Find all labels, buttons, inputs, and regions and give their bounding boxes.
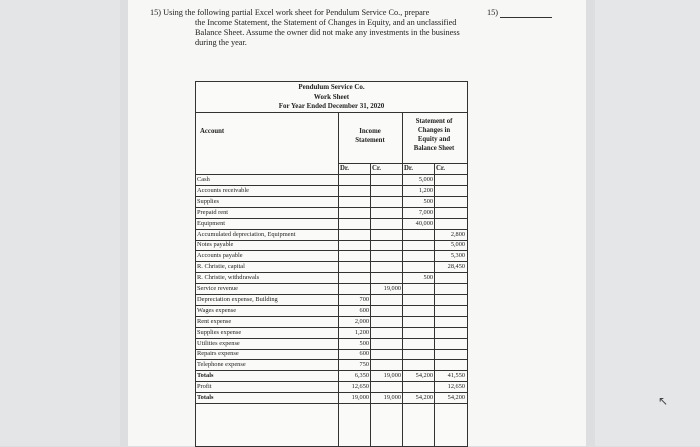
- is-cr-cell: [370, 317, 402, 327]
- account-cell: Totals: [197, 372, 214, 380]
- account-cell: Cash: [197, 176, 210, 183]
- table-row: [196, 317, 467, 327]
- account-cell: Supplies: [197, 197, 220, 205]
- account-cell: Telephone expense: [197, 361, 246, 369]
- se-cr-cell: [434, 328, 466, 338]
- is-dr-cell: [338, 230, 370, 240]
- is-cr-cell: [370, 273, 402, 283]
- se-dr-cell: 1,200: [418, 186, 433, 194]
- left-margin: [0, 0, 120, 446]
- account-cell: Service revenue: [197, 285, 238, 292]
- se-dr-cell: 40,000: [415, 219, 433, 227]
- is-cr-cell: 19,000: [383, 372, 401, 380]
- account-cell: Totals: [197, 394, 214, 401]
- is-dr-header: Dr.: [340, 165, 350, 172]
- table-row: [196, 186, 467, 196]
- table-row: [196, 251, 467, 261]
- is-cr-cell: [370, 175, 402, 185]
- is-dr-cell: [338, 208, 370, 218]
- table-row: [196, 371, 467, 381]
- se-dr-cell: [402, 262, 434, 272]
- table-row: [196, 382, 467, 392]
- account-cell: Notes payable: [197, 241, 234, 249]
- account-cell: Profit: [197, 383, 212, 391]
- is-dr-cell: 6,350: [354, 372, 369, 380]
- table-row: [196, 393, 467, 403]
- is-cr-cell: [370, 240, 402, 250]
- worksheet-period: For Year Ended December 31, 2020: [278, 102, 385, 110]
- se-dr-cell: [402, 328, 434, 338]
- is-cr-cell: [370, 197, 402, 207]
- table-row: [196, 339, 467, 349]
- se-cr-cell: [434, 175, 466, 185]
- account-cell: Accounts payable: [197, 252, 243, 260]
- is-cr-header: Cr.: [372, 165, 382, 172]
- se-cr-cell: 41,550: [447, 372, 465, 380]
- account-header: Account: [200, 128, 225, 135]
- account-cell: R. Christie, withdrawals: [197, 274, 260, 282]
- se-dr-cell: 500: [423, 197, 433, 205]
- se-cr-cell: [434, 360, 466, 370]
- se-cr-cell: [434, 208, 466, 218]
- is-cr-cell: [370, 208, 402, 218]
- se-cr-cell: [434, 339, 466, 349]
- se-dr-cell: 500: [423, 274, 433, 282]
- company-name: Pendulum Service Co.: [298, 83, 365, 91]
- account-cell: Supplies expense: [197, 328, 242, 336]
- is-cr-cell: [370, 262, 402, 272]
- is-cr-cell: [370, 339, 402, 349]
- is-cr-cell: [370, 295, 402, 305]
- is-dr-cell: 2,000: [354, 317, 369, 325]
- is-dr-cell: [338, 175, 370, 185]
- se-cr-cell: [434, 219, 466, 229]
- is-cr-cell: [370, 186, 402, 196]
- table-row: [196, 284, 467, 294]
- is-cr-cell: [370, 382, 402, 392]
- account-cell: Rent expense: [197, 317, 232, 325]
- se-cr-cell: [434, 197, 466, 207]
- account-cell: Equipment: [197, 219, 226, 227]
- table-row: [196, 219, 467, 229]
- is-dr-cell: 19,000: [351, 394, 369, 401]
- right-margin: [595, 0, 700, 446]
- account-cell: Depreciation expense, Building: [197, 295, 278, 303]
- is-cr-cell: [370, 328, 402, 338]
- se-cr-cell: [434, 306, 466, 316]
- account-cell: Wages expense: [197, 306, 237, 314]
- is-dr-cell: 12,650: [351, 383, 369, 391]
- is-dr-cell: 700: [359, 295, 369, 303]
- is-dr-cell: [338, 262, 370, 272]
- account-cell: Repairs expense: [197, 350, 239, 358]
- table-row: [196, 230, 467, 240]
- table-row: [196, 328, 467, 338]
- work-sheet: [195, 81, 468, 447]
- worksheet-subtitle: Work Sheet: [313, 92, 350, 101]
- income-header-line: Statement: [355, 137, 385, 144]
- is-dr-cell: 500: [359, 339, 369, 347]
- se-dr-cell: [402, 349, 434, 359]
- question-line: 15) Using the following partial Excel work sheet for Pendulum Service Co., prepare: [150, 8, 430, 17]
- se-cr-cell: [434, 186, 466, 196]
- se-dr-cell: [402, 360, 434, 370]
- table-row: [196, 295, 467, 305]
- is-cr-cell: [370, 251, 402, 261]
- equity-header-line: Statement of: [415, 118, 453, 125]
- is-dr-cell: [338, 240, 370, 250]
- se-cr-cell: 5,300: [450, 252, 465, 260]
- account-cell: Accumulated depreciation, Equipment: [197, 230, 296, 238]
- is-dr-cell: [338, 197, 370, 207]
- table-row: [196, 240, 467, 250]
- question-number: 15): [487, 8, 499, 17]
- se-cr-cell: 54,200: [447, 394, 465, 401]
- se-dr-cell: 7,000: [418, 208, 433, 216]
- is-dr-cell: 1,200: [354, 328, 369, 336]
- table-row: [196, 306, 467, 316]
- se-dr-cell: [402, 240, 434, 250]
- se-dr-cell: 54,200: [415, 394, 433, 401]
- equity-header-line: Balance Sheet: [413, 145, 455, 152]
- question-line: the Income Statement, the Statement of Changes in Equity, and an unclassified: [195, 18, 457, 27]
- se-dr-cell: [402, 317, 434, 327]
- table-row: [196, 349, 467, 359]
- is-cr-cell: [370, 349, 402, 359]
- answer-line[interactable]: [500, 17, 552, 18]
- se-cr-cell: [434, 295, 466, 305]
- se-dr-cell: [402, 339, 434, 349]
- se-dr-cell: 5,000: [418, 176, 433, 183]
- is-dr-cell: 600: [359, 350, 369, 358]
- is-dr-cell: 600: [359, 306, 369, 314]
- income-header-line: Income: [359, 128, 381, 135]
- is-cr-cell: [370, 306, 402, 316]
- se-cr-cell: 28,450: [447, 263, 465, 271]
- se-cr-cell: 5,000: [450, 241, 465, 249]
- worksheet-title: [196, 83, 467, 112]
- table-row: [196, 208, 467, 218]
- is-dr-cell: [338, 284, 370, 294]
- se-dr-header: Dr.: [404, 165, 414, 172]
- se-cr-header: Cr.: [436, 165, 446, 172]
- se-cr-cell: [434, 273, 466, 283]
- se-cr-cell: 12,650: [447, 383, 465, 391]
- se-dr-cell: [402, 295, 434, 305]
- income-statement-header: [338, 127, 402, 145]
- table-row: [196, 197, 467, 207]
- account-cell: Accounts receivable: [197, 186, 249, 194]
- is-cr-cell: [370, 360, 402, 370]
- equity-balance-header: [402, 117, 466, 153]
- equity-header-line: Changes in: [417, 127, 451, 134]
- table-row: [196, 175, 467, 185]
- is-dr-cell: [338, 219, 370, 229]
- is-dr-cell: [338, 186, 370, 196]
- account-cell: Utilities expense: [197, 339, 240, 347]
- mouse-cursor-icon: ↖: [658, 394, 669, 408]
- se-cr-cell: [434, 349, 466, 359]
- is-dr-cell: 750: [359, 361, 369, 369]
- table-row: [196, 273, 467, 283]
- se-cr-cell: [434, 317, 466, 327]
- se-dr-cell: [402, 230, 434, 240]
- question-text: [150, 8, 485, 48]
- is-dr-cell: [338, 273, 370, 283]
- question-line: Balance Sheet. Assume the owner did not make any investments in the business: [195, 28, 460, 37]
- table-row: [196, 360, 467, 370]
- is-cr-cell: 19,000: [383, 285, 401, 292]
- is-cr-cell: 19,000: [383, 394, 401, 401]
- se-dr-cell: [402, 382, 434, 392]
- row-divider: [196, 403, 467, 404]
- is-cr-cell: [370, 230, 402, 240]
- account-cell: R. Christie, capital: [197, 263, 245, 271]
- is-cr-cell: [370, 219, 402, 229]
- question-line: during the year.: [195, 38, 247, 47]
- table-row: [196, 262, 467, 272]
- se-cr-cell: 2,800: [450, 230, 465, 238]
- se-cr-cell: [434, 284, 466, 294]
- se-dr-cell: [402, 284, 434, 294]
- se-dr-cell: [402, 251, 434, 261]
- se-dr-cell: 54,200: [415, 372, 433, 380]
- is-dr-cell: [338, 251, 370, 261]
- account-cell: Prepaid rent: [197, 208, 229, 216]
- equity-header-line: Equity and: [417, 136, 451, 143]
- se-dr-cell: [402, 306, 434, 316]
